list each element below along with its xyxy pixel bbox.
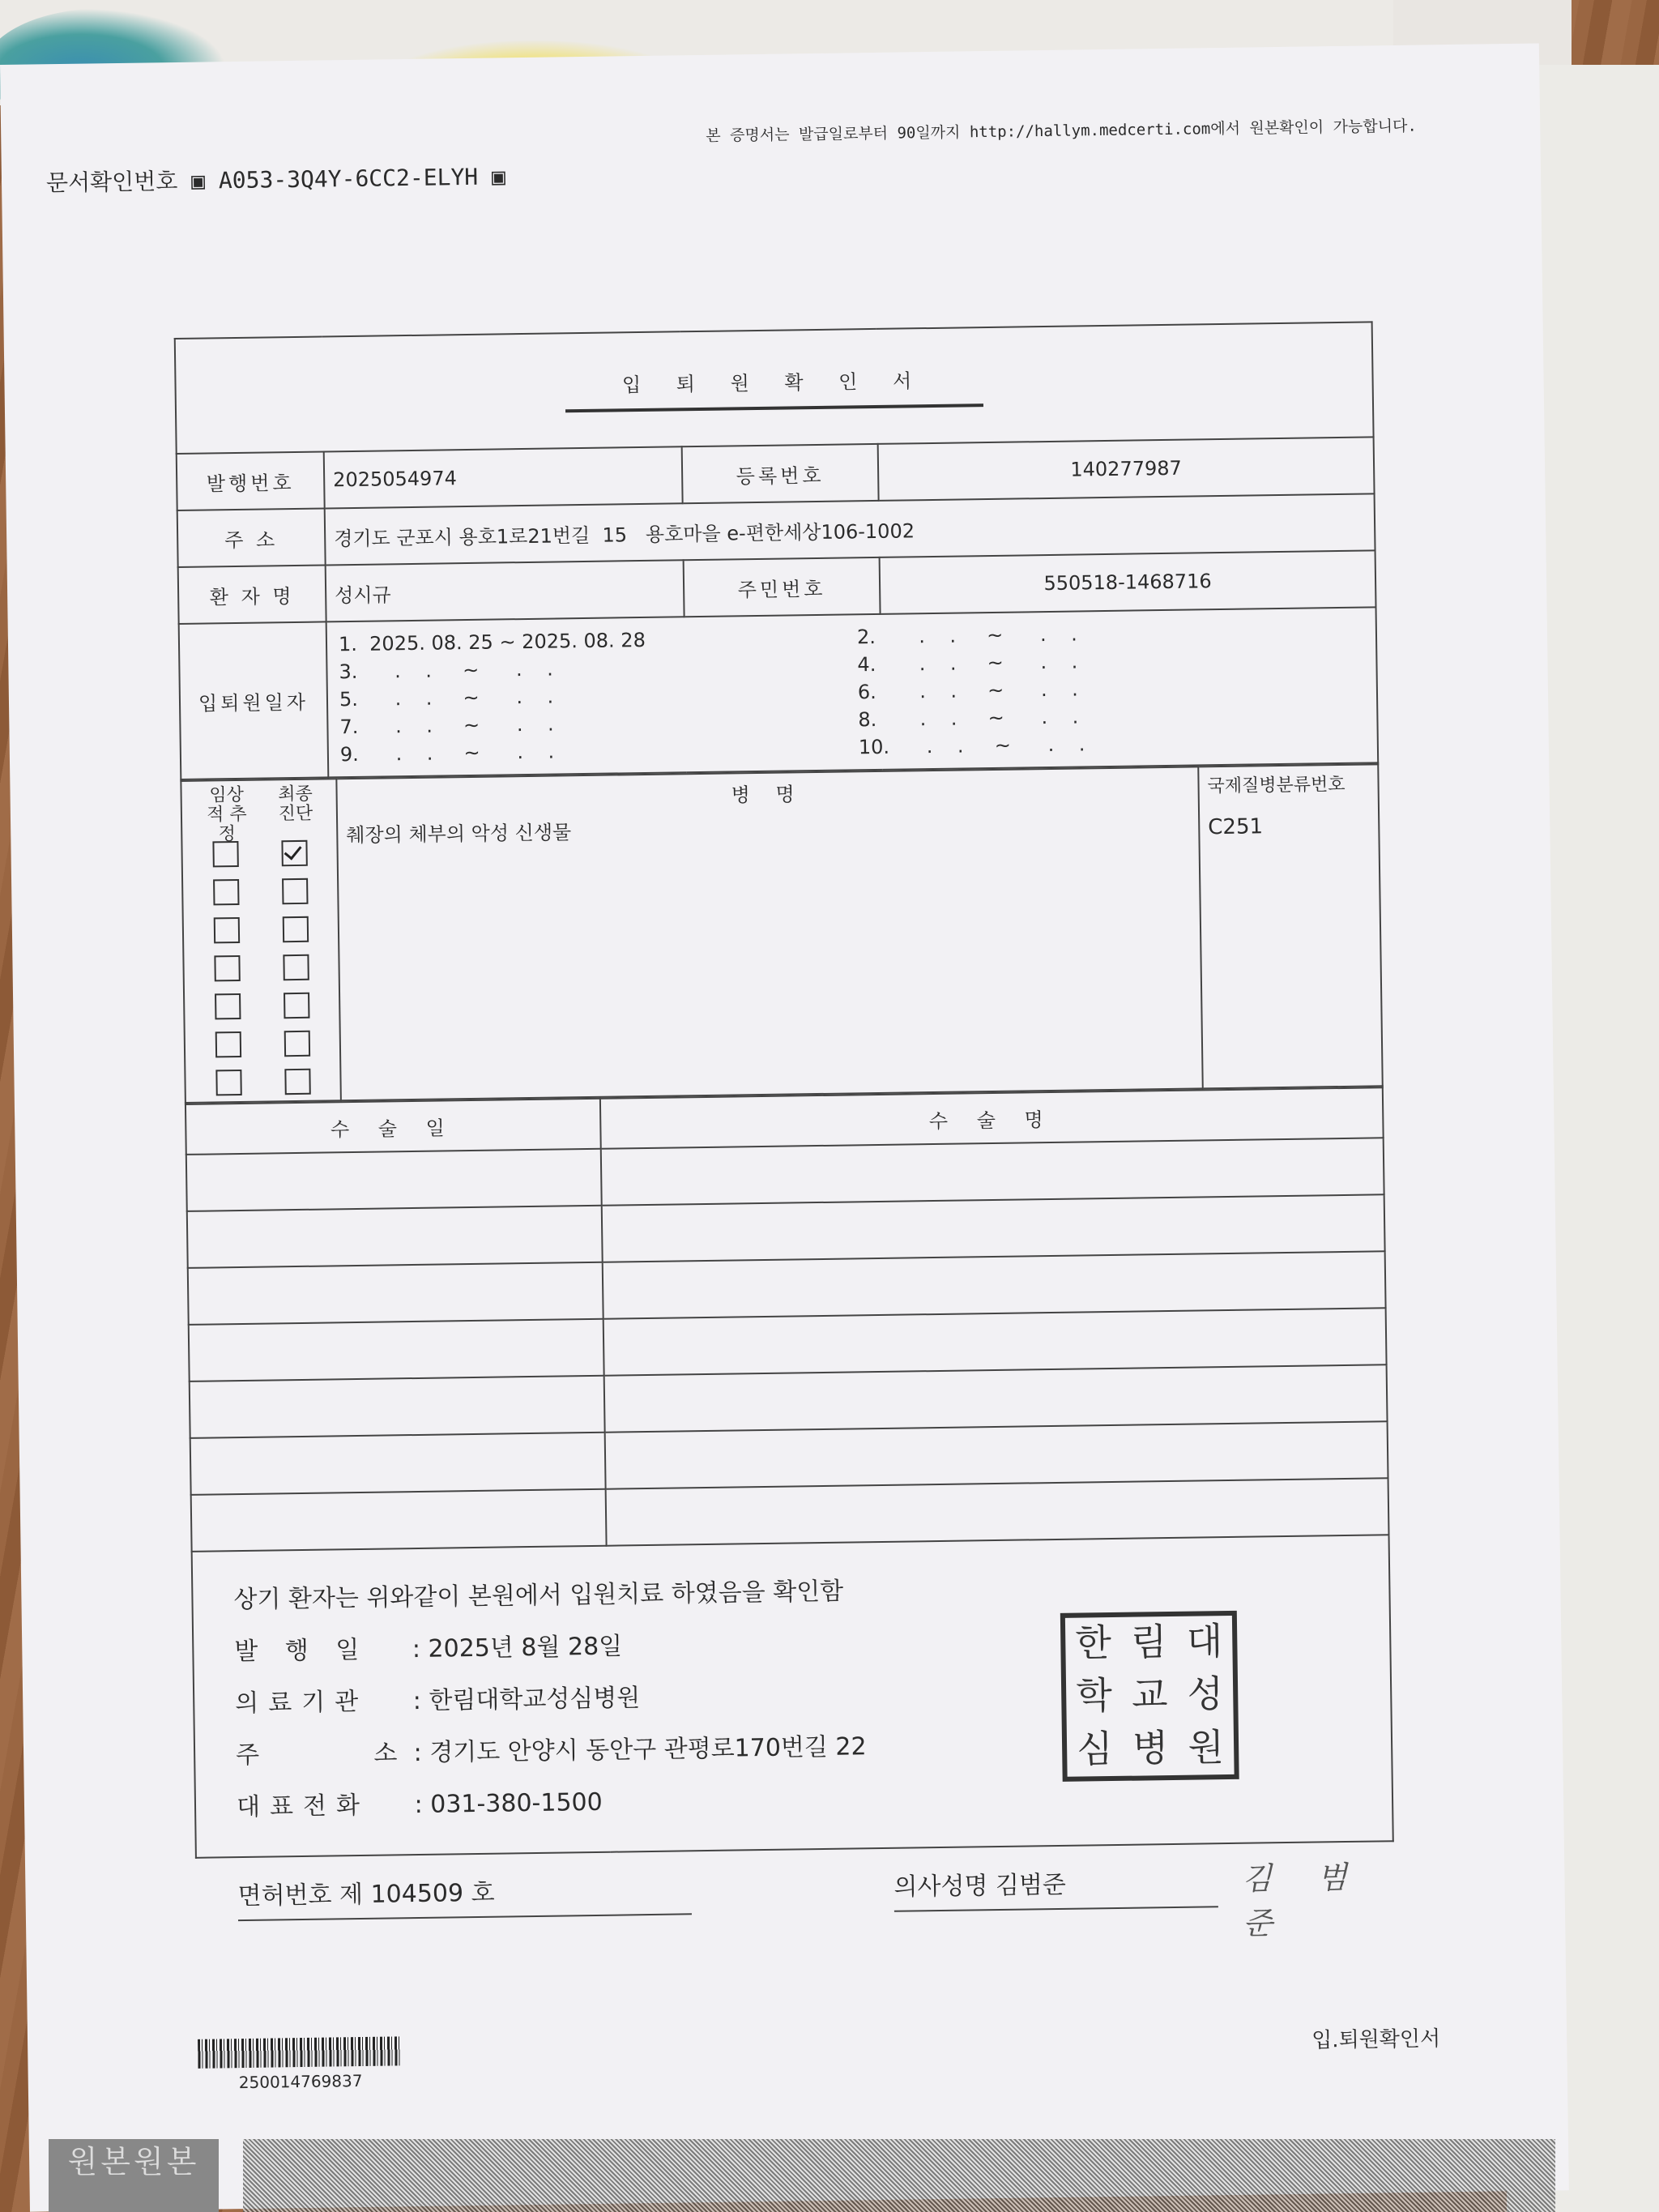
stay-date-1: 1. 2025. 08. 25 ~ 2025. 08. 28 [338,628,646,656]
patient-info-table [174,321,1379,780]
phone-label: 대표전화 [236,1791,370,1822]
diagnosis-table [180,763,1383,1104]
doctor-signature: 김 범 준 [1242,1859,1366,1941]
document-number-value: ▣ A053-3Q4Y-6CC2-ELYH ▣ [190,163,506,194]
issue-number: 2025054974 [324,446,683,508]
registration-number-label: 등록번호 [682,444,879,503]
registration-number: 140277987 [878,437,1375,501]
clinical-checkbox[interactable] [215,993,241,1018]
stay-dates-right [857,617,1312,761]
checkbox-row [190,833,329,873]
security-pattern [243,2139,1555,2212]
surgery-name-header: 수 술 명 [600,1087,1384,1148]
phone-row: 대표전화 : 031-380-1500 [237,1766,1352,1834]
footer-title: 입.퇴원확인서 [1311,2026,1441,2053]
stay-date-3: 3. . . ~ . . [339,657,553,684]
stay-date-10: 10. . . ~ . . [858,732,1085,759]
doctor-name: 김범준 [995,1870,1067,1901]
patient-name: 성시규 [326,560,684,621]
checkbox-row [194,1023,332,1063]
surgery-name-cell [603,1308,1387,1375]
confirmation-block [192,1535,1393,1941]
final-checkbox[interactable] [282,916,308,942]
surgery-date-cell [189,1319,604,1381]
surgery-name-cell [602,1194,1385,1262]
surgery-name-cell [605,1421,1388,1488]
patient-name-label: 환 자 명 [178,565,326,624]
checkbox-row [192,909,331,949]
final-checkbox[interactable] [283,954,309,980]
disease-header: 병 명 [731,783,804,807]
clinical-checkbox[interactable] [214,954,240,980]
icd-code: C251 [1208,814,1264,840]
patient-address: 경기도 군포시 용호1로21번길 15 용호마을 e-편한세상106-1002 [325,493,1375,565]
hospital-name: 한림대학교성심병원 [429,1684,641,1715]
disease-cell [336,767,1202,1100]
final-checkbox[interactable] [284,1068,310,1094]
stay-date-8: 8. . . ~ . . [858,705,1079,732]
clinical-checkbox[interactable] [212,840,238,866]
license-number: 제 104509 호 [339,1878,495,1910]
hospital-address-label: 주 소 [235,1739,407,1770]
issue-number-label: 발행번호 [177,451,325,510]
doctor-label: 의사성명 [893,1872,988,1902]
surgery-date-cell [188,1262,603,1325]
verify-notice: 본 증명서는 발급일로부터 90일까지 http://hallym.medcerti.com에서 원본확인이 가능합니다. [706,117,1417,145]
disease-name: 췌장의 체부의 악성 신생물 [346,821,572,848]
certificate-form [174,321,1394,1941]
stay-date-2: 2. . . ~ . . [856,622,1078,649]
checkbox-headers [190,784,328,845]
surgery-date-header: 수 술 일 [186,1099,601,1155]
phone-number: 031-380-1500 [429,1787,603,1819]
stay-date-5: 5. . . ~ . . [339,685,554,711]
icd-cell [1198,764,1383,1088]
stay-date-4: 4. . . ~ . . [857,650,1078,677]
checkbox-row [194,1061,332,1101]
surgery-table [185,1087,1394,1941]
surgery-date-cell [191,1489,607,1552]
stay-date-6: 6. . . ~ . . [857,677,1078,704]
issue-date-row: 발 행 일 : 2025년 8월 28일 [234,1611,1350,1678]
icd-header: 국제질병분류번호 [1207,774,1346,797]
hospital-label: 의료기관 [235,1687,369,1719]
barcode-number: 250014769837 [238,2070,363,2093]
document-number [46,159,505,198]
surgery-date-cell [186,1149,602,1211]
resident-number: 550518-1468716 [880,550,1376,614]
stay-dates-left [339,623,859,768]
hospital-address-row: 주 소 : 경기도 안양시 동안구 관평로170번길 22 [236,1715,1351,1782]
doctor-row [893,1862,1218,1912]
checkbox-row [191,871,330,911]
final-checkbox[interactable] [284,1030,309,1056]
form-title-cell [175,322,1374,454]
clinical-estimate-label: 임상적 추정 [207,784,247,845]
final-checkbox[interactable] [284,992,309,1018]
form-title: 입 퇴 원 확 인 서 [565,364,983,412]
surgery-date-cell [190,1433,606,1495]
issue-date-label: 발 행 일 [234,1635,369,1667]
issue-date: 2025년 8월 28일 [428,1632,623,1663]
hospital-seal: 한 림 대 학 교 성 심 병 원 [1060,1611,1239,1782]
surgery-date-cell [187,1206,603,1268]
surgery-date-cell [190,1376,605,1438]
surgery-name-cell [606,1478,1389,1545]
stay-dates-label: 입퇴원일자 [179,621,329,779]
barcode [198,2036,400,2068]
final-checkbox[interactable] [282,878,308,903]
license-row [237,1869,692,1921]
hospital-row: 의료기관 : 한림대학교성심병원 [235,1663,1350,1730]
original-watermark: 원본원본 [49,2139,219,2212]
document-number-label: 문서확인번호 [45,167,178,197]
diagnosis-checkboxes [181,779,341,1103]
checkbox-row [193,985,331,1025]
license-label: 면허번호 [237,1881,332,1911]
clinical-checkbox[interactable] [215,1069,241,1095]
certificate-paper [0,43,1569,2211]
stay-date-7: 7. . . ~ . . [339,712,554,739]
final-diagnosis-label: 최종 진단 [278,784,313,825]
final-checkbox-checked[interactable] [281,839,307,865]
checkbox-row [192,947,331,987]
clinical-checkbox[interactable] [215,1031,241,1057]
stay-date-9: 9. . . ~ . . [339,740,555,767]
clinical-checkbox[interactable] [213,878,239,904]
surgery-name-cell [601,1138,1384,1205]
address-label: 주 소 [177,508,326,567]
clinical-checkbox[interactable] [213,916,239,942]
confirmation-text: 상기 환자는 위와같이 본원에서 입원치료 하였음을 확인함 [233,1577,844,1615]
surgery-name-cell [603,1251,1386,1318]
stay-dates [326,607,1379,777]
resident-number-label: 주민번호 [684,557,881,617]
hospital-address: 경기도 안양시 동안구 관평로170번길 22 [429,1732,867,1767]
surgery-name-cell [604,1364,1388,1432]
